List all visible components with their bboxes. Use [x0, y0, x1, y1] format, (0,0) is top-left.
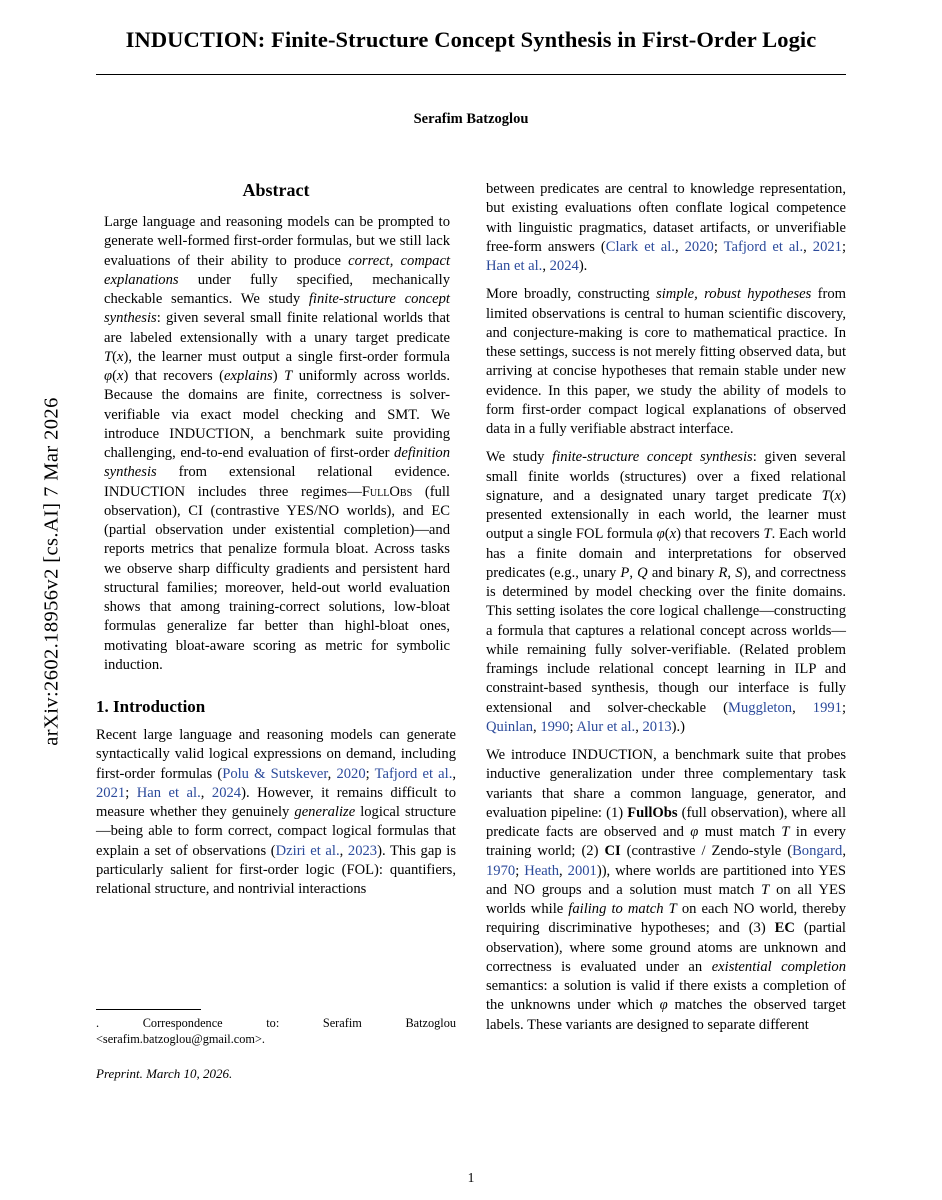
footnote-text: . Correspondence to: Serafim Batzoglou <serafim.batzoglou@gmail.com>.: [96, 1016, 456, 1047]
author-name: Serafim Batzoglou: [413, 111, 529, 128]
section-heading-introduction: 1. Introduction: [96, 697, 206, 716]
right-paragraph-4: We introduce INDUCTION, a benchmark suite that probes inductive generalization under three complementary task variants that share a common language, generator, and evaluation pipeline: (1) FullObs (full observation), where all predicate facts are observed and φ must match T in every training world; (2) CI (contrastive / Zendo-style (Bongard, 1970; Heath, 2001)), where worlds are partitioned into YES and NO groups and a solution must match T on all YES worlds while failing to match T on each NO world, thereby requiring discriminative hypotheses; and (3) EC (partial observation), where some ground atoms are unknown and correctness is evaluated under an existential completion semantics: a solution is valid if there exists a completion of the unknowns under which φ matches the observed target labels. These variants are designed to separate different: [486, 747, 847, 1033]
paper-content: [96, 0, 846, 1200]
left-column: [96, 180, 456, 1140]
page-number: 1: [467, 1170, 475, 1185]
right-paragraph-1: between predicates are central to knowledge representation, but existing evaluations often conflate logical competence with linguistic pragmatics, dataset artifacts, or unverifiable free-form answers (Clark et al., 2020; Tafjord et al., 2021; Han et al., 2024).: [486, 181, 847, 274]
abstract-body: [96, 213, 456, 675]
two-column-body: [96, 180, 846, 1140]
right-paragraph-2: More broadly, constructing simple, robust hypotheses from limited observations is central to human scientific discovery, and conjecture-making is core to mathematical practice. In these settings, success is not merely fitting observed data, but arriving at concise hypotheses that remain stable under new evidence. In this paper, we study the ability of models to form first-order compact logical explanations of observed data in a fully verifiable abstract interface.: [486, 286, 847, 437]
page-title: INDUCTION: Finite-Structure Concept Synthesis in First-Order Logic: [125, 27, 817, 52]
right-paragraph-3: We study finite-structure concept synthesis: given several small finite worlds (structures) over a fixed relational signature, and a designated unary target predicate T(x) presented extensionally in each world, the learner must output a single FOL formula φ(x) that recovers T. Each world has a finite domain and interpretations for observed predicates (e.g., unary P, Q and binary R, S), and correctness is determined by model checking over the finite domains. This setting isolates the core logical challenge—constructing a formula that captures a relational concept across worlds—while remaining fully solver-verifiable. (Related problem framings include relational concept learning in ILP and constraint-based synthesis, though our interface is fully extensional and solver-checkable (Muggleton, 1991; Quinlan, 1990; Alur et al., 2013).): [486, 449, 847, 735]
footnote-rule: [96, 1009, 201, 1010]
preprint-note: Preprint. March 10, 2026.: [96, 1066, 233, 1081]
footnote-area: [96, 1009, 456, 1082]
arxiv-stamp: arXiv:2602.18956v2 [cs.AI] 7 Mar 2026: [40, 397, 63, 746]
abstract-heading: Abstract: [242, 180, 310, 200]
intro-paragraph-1: Recent large language and reasoning models can generate syntactically valid logical expressions on demand, including first-order formulas (Polu & Sutskever, 2020; Tafjord et al., 2021; Han et al., 2024). However, it remains difficult to measure whether they genuinely generalize logical structure—being able to form correct, compact logical formulas that explain a set of observations (Dziri et al., 2023). This gap is particularly salient for first-order logic (FOL): quantifiers, relational structure, and nontrivial interactions: [96, 727, 457, 897]
title-rule: [96, 74, 846, 75]
abstract-text: Large language and reasoning models can be prompted to generate well-formed first-order formulas, but we still lack evaluations of their ability to produce correct, compact explanations under fully specified, mechanically checkable semantics. We study finite-structure concept synthesis: given several small finite relational worlds that are labeled extensionally with a unary target predicate T(x), the learner must output a single first-order formula φ(x) that recovers (explains) T uniformly across worlds. Because the domains are finite, correctness is solver-verifiable via exact model checking and SMT. We introduce INDUCTION, a benchmark suite providing challenging, end-to-end evaluation of first-order definition synthesis from extensional relational evidence. INDUCTION includes three regimes—FullObs (full observation), CI (contrastive YES/NO worlds), and EC (partial observation under existential completion)—and reports metrics that penalize formula bloat. Across tasks we observe sharp difficulty gradients and persistent hard structural families; moreover, held-out world evaluation shows that among training-correct solutions, low-bloat formulas generalize far better than highl-bloat ones, motivating bloat-aware scoring as metric for symbolic induction.: [104, 214, 450, 673]
right-column: [486, 180, 846, 1140]
